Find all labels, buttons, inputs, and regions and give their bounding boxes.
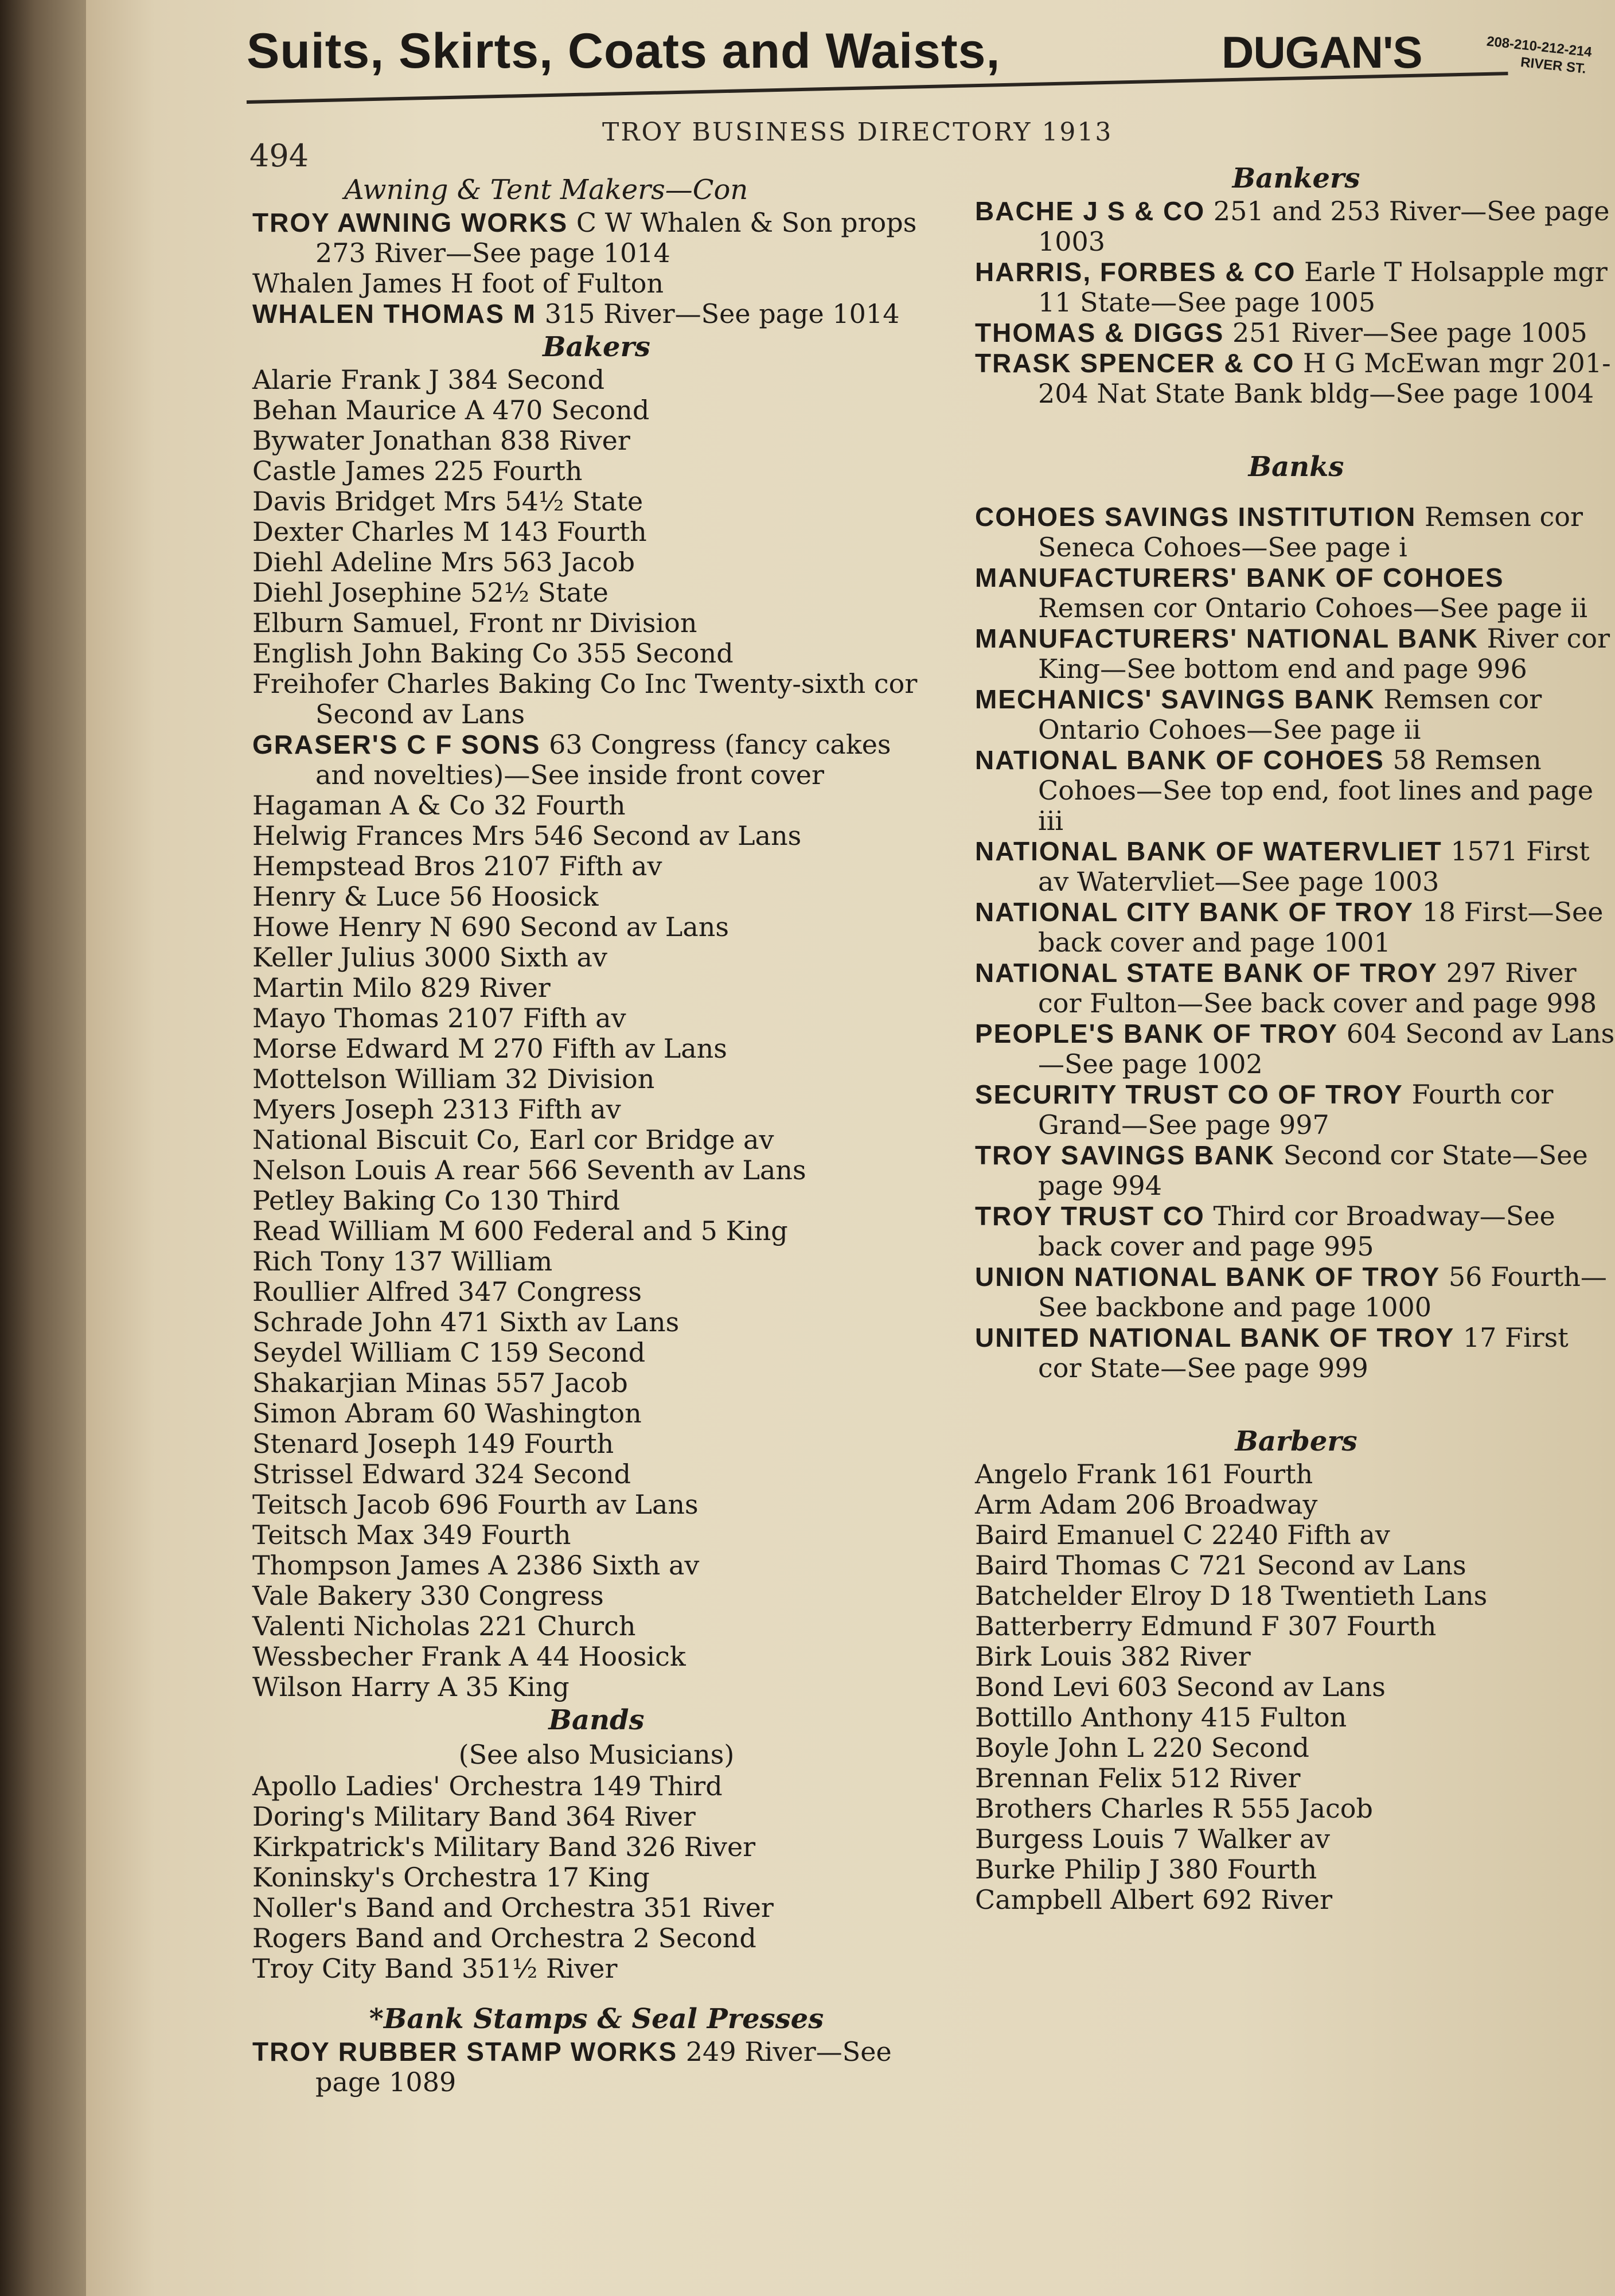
- entry-name: Brennan Felix: [975, 1763, 1162, 1794]
- directory-entry: [252, 517, 941, 547]
- entry-name: Castle James: [252, 455, 426, 486]
- entry-details: 221 Church: [478, 1611, 636, 1642]
- entry-details: 326 River: [625, 1831, 756, 1862]
- entry-details: 251 and 253 River—See page 1003: [1038, 196, 1610, 257]
- entry-details: 721 Second av Lans: [1198, 1550, 1466, 1581]
- directory-entry: [975, 1794, 1615, 1824]
- entry-details: 603 Second av Lans: [1117, 1671, 1386, 1702]
- entry-details: 351 River: [643, 1892, 774, 1923]
- section-spacer: [975, 485, 1615, 502]
- entry-name: Strissel Edward: [252, 1459, 466, 1490]
- directory-entry: [252, 208, 941, 268]
- entry-name: Martin Milo: [252, 972, 412, 1003]
- entry-details: 297 River cor Fulton—See back cover and page 998: [1038, 957, 1597, 1019]
- directory-entry: [252, 821, 941, 851]
- entry-details: 555 Jacob: [1240, 1793, 1373, 1824]
- entry-details: 829 River: [420, 972, 551, 1003]
- entry-name: Freihofer Charles Baking Co Inc: [252, 668, 687, 699]
- entry-details: 143 Fourth: [498, 516, 647, 547]
- entry-name: Noller's Band and Orchestra: [252, 1892, 635, 1923]
- directory-entry: [252, 1550, 941, 1581]
- entry-name: Bottillo Anthony: [975, 1702, 1193, 1733]
- directory-entry: [252, 1832, 941, 1862]
- directory-entry: [252, 1216, 941, 1246]
- directory-entry: [252, 1125, 941, 1155]
- entry-details: 2240 Fifth av: [1211, 1519, 1390, 1550]
- section-heading: Bands: [548, 1704, 645, 1736]
- entry-details: 347 Congress: [458, 1276, 642, 1307]
- entry-details: foot of Fulton: [482, 268, 664, 299]
- directory-entry: [975, 1459, 1615, 1490]
- entry-details: 690 Second av Lans: [461, 911, 730, 942]
- entry-details: 1571 First av Watervliet—See page 1003: [1038, 836, 1590, 897]
- entry-details: Remsen cor Ontario Cohoes—See page ii: [1038, 684, 1542, 745]
- entry-details: 7 Walker av: [1172, 1823, 1331, 1854]
- entry-name: Davis Bridget Mrs: [252, 486, 497, 517]
- entry-details: C W Whalen & Son props 273 River—See page 1014: [315, 207, 917, 268]
- directory-entry: [975, 623, 1615, 684]
- entry-details: 35 King: [465, 1671, 569, 1702]
- entry-details: 3000 Sixth av: [423, 942, 607, 973]
- directory-entry: [975, 1019, 1615, 1079]
- entry-details: 159 Second: [488, 1337, 646, 1368]
- directory-entry: [252, 2037, 941, 2098]
- section-note: (See also Musicians): [458, 1739, 735, 1770]
- entry-details: 58 Remsen Cohoes—See top end, foot lines and page iii: [1038, 744, 1594, 836]
- entry-name: Simon Abram: [252, 1398, 435, 1429]
- entry-name: NATIONAL CITY BANK OF TROY: [975, 897, 1414, 927]
- directory-entry: [975, 745, 1615, 836]
- entry-name: Doring's Military Band: [252, 1801, 557, 1832]
- directory-entry: [252, 1672, 941, 1702]
- directory-entry: [252, 1338, 941, 1368]
- entry-name: NATIONAL BANK OF COHOES: [975, 745, 1384, 775]
- directory-entry: [252, 1094, 941, 1125]
- entry-details: 52½ State: [470, 577, 608, 608]
- entry-name: Roullier Alfred: [252, 1276, 450, 1307]
- directory-entry: [975, 1262, 1615, 1323]
- entry-name: Howe Henry N: [252, 911, 452, 942]
- entry-name: TROY AWNING WORKS: [252, 208, 568, 237]
- directory-entry: [975, 1642, 1615, 1672]
- directory-entry: [252, 730, 941, 790]
- directory-entry: [975, 1079, 1615, 1140]
- entry-name: Burke Philip J: [975, 1854, 1160, 1885]
- directory-entry: [975, 1611, 1615, 1642]
- entry-details: 251 River—See page 1005: [1232, 317, 1587, 348]
- entry-details: 220 Second: [1152, 1732, 1309, 1763]
- entry-name: Teitsch Max: [252, 1519, 414, 1550]
- banner-brand: DUGAN'S: [1222, 27, 1422, 77]
- section-heading: *Bank Stamps & Seal Presses: [369, 2003, 824, 2035]
- entry-name: Birk Louis: [975, 1641, 1113, 1672]
- entry-details: 324 Second: [474, 1459, 631, 1490]
- entry-details: Remsen cor Seneca Cohoes—See page i: [1038, 501, 1583, 563]
- directory-entry: [252, 1802, 941, 1832]
- entry-details: 161 Fourth: [1164, 1459, 1313, 1490]
- entry-name: Whalen James H: [252, 268, 474, 299]
- directory-entry: [252, 1307, 941, 1338]
- directory-entry: [975, 1702, 1615, 1733]
- entry-details: 563 Jacob: [502, 547, 635, 578]
- directory-entry: [252, 1277, 941, 1307]
- entry-details: 838 River: [500, 425, 630, 456]
- entry-details: 546 Second av Lans: [533, 820, 802, 851]
- directory-entry: [252, 547, 941, 578]
- directory-entry: [252, 1368, 941, 1398]
- entry-details: 56 Hoosick: [448, 881, 599, 912]
- directory-entry: [252, 486, 941, 517]
- entry-name: Hagaman A & Co: [252, 790, 486, 821]
- directory-entry: [975, 348, 1615, 409]
- entry-name: Rogers Band and Orchestra: [252, 1923, 625, 1954]
- entry-details: 249 River—See page 1089: [315, 2036, 892, 2098]
- directory-entry: [975, 1323, 1615, 1383]
- entry-name: Morse Edward M: [252, 1033, 485, 1064]
- directory-entry: [252, 912, 941, 942]
- directory-entry: [252, 1186, 941, 1216]
- directory-entry: [252, 1520, 941, 1550]
- directory-entry: [252, 1246, 941, 1277]
- directory-entry: [252, 1429, 941, 1459]
- entry-details: 2107 Fifth av: [483, 851, 662, 882]
- entry-name: Angelo Frank: [975, 1459, 1156, 1490]
- section-spacer: [975, 1383, 1615, 1424]
- entry-name: Boyle John L: [975, 1732, 1144, 1763]
- entry-name: Rich Tony: [252, 1246, 384, 1277]
- directory-entry: [252, 638, 941, 669]
- entry-details: 696 Fourth av Lans: [438, 1489, 699, 1520]
- entry-name: PEOPLE'S BANK OF TROY: [975, 1019, 1339, 1048]
- entry-name: GRASER'S C F SONS: [252, 730, 541, 759]
- entry-details: Fourth cor Grand—See page 997: [1038, 1079, 1554, 1140]
- directory-entry: [975, 1581, 1615, 1611]
- directory-entry: [252, 268, 941, 299]
- directory-entry: [252, 1893, 941, 1923]
- section-heading: Bakers: [543, 331, 650, 363]
- left-column: [252, 172, 941, 2098]
- entry-details: 2386 Sixth av: [516, 1550, 700, 1581]
- entry-details: 137 William: [392, 1246, 553, 1277]
- entry-details: Twenty-sixth cor Second av Lans: [315, 668, 918, 730]
- directory-entry: [975, 563, 1615, 623]
- directory-entry: [975, 196, 1615, 257]
- entry-details: 18 Twentieth Lans: [1239, 1580, 1488, 1611]
- entry-name: THOMAS & DIGGS: [975, 318, 1224, 348]
- entry-name: Arm Adam: [975, 1489, 1117, 1520]
- entry-details: 380 Fourth: [1168, 1854, 1317, 1885]
- entry-details: Earl cor Bridge av: [529, 1124, 774, 1155]
- entry-details: 364 River: [565, 1801, 696, 1832]
- entry-details: Second cor State—See page 994: [1038, 1140, 1588, 1201]
- directory-entry: [252, 1642, 941, 1672]
- directory-entry: [252, 578, 941, 608]
- entry-name: Kirkpatrick's Military Band: [252, 1831, 617, 1862]
- entry-details: 471 Sixth av Lans: [440, 1307, 680, 1338]
- directory-entry: [975, 1733, 1615, 1763]
- entry-details: Third cor Broadway—See back cover and page 995: [1038, 1200, 1555, 1262]
- entry-details: 512 River: [1170, 1763, 1301, 1794]
- entry-details: 351½ River: [461, 1953, 618, 1984]
- directory-entry: [975, 1854, 1615, 1885]
- entry-details: 382 River: [1120, 1641, 1251, 1672]
- entry-name: Teitsch Jacob: [252, 1489, 430, 1520]
- entry-details: 130 Third: [489, 1185, 621, 1216]
- page-number: 494: [249, 138, 309, 174]
- entry-details: 270 Fifth av Lans: [493, 1033, 727, 1064]
- entry-name: Diehl Josephine: [252, 577, 462, 608]
- entry-details: 63 Congress (fancy cakes and novelties)—See inside front cover: [315, 729, 891, 790]
- directory-entry: [975, 1824, 1615, 1854]
- directory-entry: [975, 1140, 1615, 1201]
- entry-name: Nelson Louis A: [252, 1155, 454, 1186]
- directory-entry: [252, 395, 941, 426]
- entry-name: Read William M: [252, 1215, 466, 1246]
- entry-name: Shakarjian Minas: [252, 1367, 487, 1398]
- directory-entry: [975, 684, 1615, 745]
- entry-details: Earle T Holsapple mgr 11 State—See page 1005: [1038, 256, 1608, 318]
- directory-entry: [975, 1672, 1615, 1702]
- directory-entry: [252, 1862, 941, 1893]
- entry-name: Wilson Harry A: [252, 1671, 457, 1702]
- entry-name: HARRIS, FORBES & CO: [975, 257, 1296, 287]
- entry-name: Hempstead Bros: [252, 851, 475, 882]
- entry-name: Petley Baking Co: [252, 1185, 481, 1216]
- entry-name: MANUFACTURERS' BANK OF COHOES: [975, 563, 1504, 592]
- entry-name: TROY RUBBER STAMP WORKS: [252, 2037, 678, 2067]
- entry-name: NATIONAL STATE BANK OF TROY: [975, 958, 1438, 988]
- advertising-banner: [247, 17, 1593, 103]
- directory-entry: [252, 1923, 941, 1954]
- directory-entry: [975, 257, 1615, 318]
- entry-name: TRASK SPENCER & CO: [975, 348, 1295, 378]
- section-heading: Banks: [1248, 451, 1344, 483]
- directory-entry: [252, 1398, 941, 1429]
- entry-details: 307 Fourth: [1288, 1611, 1437, 1642]
- directory-entry: [975, 1201, 1615, 1262]
- section-spacer: [252, 1984, 941, 2001]
- directory-entry: [975, 318, 1615, 348]
- entry-name: Vale Bakery: [252, 1580, 412, 1611]
- entry-details: 17 King: [545, 1862, 650, 1893]
- directory-entry: [252, 1034, 941, 1064]
- entry-name: Bywater Jonathan: [252, 425, 492, 456]
- directory-entry: [252, 299, 941, 329]
- directory-entry: [252, 1459, 941, 1490]
- directory-entry: [252, 426, 941, 456]
- entry-details: 149 Fourth: [465, 1428, 614, 1459]
- entry-details: 54½ State: [505, 486, 643, 517]
- entry-name: Wessbecher Frank A: [252, 1641, 528, 1672]
- entry-details: 32 Division: [505, 1063, 655, 1094]
- directory-entry: [975, 1490, 1615, 1520]
- directory-entry: [975, 897, 1615, 958]
- directory-entry: [252, 456, 941, 486]
- entry-details: 384 Second: [447, 364, 605, 395]
- entry-name: Valenti Nicholas: [252, 1611, 470, 1642]
- entry-details: 604 Second av Lans—See page 1002: [1038, 1018, 1615, 1079]
- section-spacer: [975, 409, 1615, 449]
- entry-details: 315 River—See page 1014: [544, 298, 900, 329]
- entry-name: National Biscuit Co,: [252, 1124, 521, 1155]
- entry-name: Campbell Albert: [975, 1884, 1194, 1915]
- directory-entry: [252, 608, 941, 638]
- entry-details: 2313 Fifth av: [442, 1094, 621, 1125]
- entry-details: 470 Second: [492, 395, 650, 426]
- directory-entry: [252, 882, 941, 912]
- directory-entry: [252, 1064, 941, 1094]
- entry-name: Mottelson William: [252, 1063, 497, 1094]
- entry-details: rear 566 Seventh av Lans: [462, 1155, 806, 1186]
- entry-name: TROY TRUST CO: [975, 1201, 1205, 1231]
- entry-name: TROY SAVINGS BANK: [975, 1140, 1275, 1170]
- right-column: [975, 161, 1615, 1915]
- entry-name: Thompson James A: [252, 1550, 508, 1581]
- entry-name: COHOES SAVINGS INSTITUTION: [975, 502, 1417, 532]
- entry-details: 44 Hoosick: [536, 1641, 686, 1672]
- directory-entry: [975, 836, 1615, 897]
- entry-details: 32 Fourth: [493, 790, 626, 821]
- book-spine-edge: [0, 0, 86, 2296]
- entry-name: Baird Thomas C: [975, 1550, 1190, 1581]
- entry-name: UNITED NATIONAL BANK OF TROY: [975, 1323, 1455, 1352]
- directory-entry: [252, 1771, 941, 1802]
- entry-details: River cor King—See bottom end and page 996: [1038, 623, 1610, 684]
- entry-name: NATIONAL BANK OF WATERVLIET: [975, 836, 1442, 866]
- entry-name: Elburn Samuel,: [252, 607, 461, 638]
- entry-name: Dexter Charles M: [252, 516, 490, 547]
- directory-entry: [252, 790, 941, 821]
- entry-details: 600 Federal and 5 King: [474, 1215, 788, 1246]
- entry-name: Stenard Joseph: [252, 1428, 457, 1459]
- directory-entry: [252, 669, 941, 730]
- entry-details: 2 Second: [633, 1923, 756, 1954]
- entry-details: 206 Broadway: [1125, 1489, 1318, 1520]
- banner-slogan: Suits, Skirts, Coats and Waists,: [247, 24, 1001, 79]
- section-heading: Awning & Tent Makers—Con: [344, 174, 748, 206]
- directory-entry: [252, 1581, 941, 1611]
- entry-name: Apollo Ladies' Orchestra: [252, 1771, 583, 1802]
- entry-details: 17 First cor State—See page 999: [1038, 1322, 1569, 1383]
- directory-entry: [252, 1490, 941, 1520]
- entry-name: Schrade John: [252, 1307, 432, 1338]
- entry-name: Keller Julius: [252, 942, 416, 973]
- directory-entry: [252, 1155, 941, 1186]
- directory-entry: [975, 502, 1615, 563]
- entry-details: 149 Third: [591, 1771, 723, 1802]
- entry-name: Bond Levi: [975, 1671, 1109, 1702]
- entry-details: 60 Washington: [443, 1398, 642, 1429]
- entry-details: 415 Fulton: [1200, 1702, 1347, 1733]
- entry-name: UNION NATIONAL BANK OF TROY: [975, 1262, 1441, 1292]
- directory-entry: [252, 1611, 941, 1642]
- directory-entry: [975, 1763, 1615, 1794]
- entry-details: 692 River: [1202, 1884, 1333, 1915]
- directory-page: [86, 0, 1615, 2296]
- entry-name: Helwig Frances Mrs: [252, 820, 525, 851]
- entry-details: 355 Second: [576, 638, 734, 669]
- entry-details: 330 Congress: [419, 1580, 604, 1611]
- entry-details: H G McEwan mgr 201-204 Nat State Bank bldg—See page 1004: [1038, 348, 1611, 409]
- entry-name: Troy City Band: [252, 1953, 454, 1984]
- entry-details: 2107 Fifth av: [447, 1003, 626, 1034]
- entry-name: English John Baking Co: [252, 638, 568, 669]
- directory-entry: [975, 1550, 1615, 1581]
- directory-entry: [975, 1885, 1615, 1915]
- entry-details: 56 Fourth—See backbone and page 1000: [1038, 1261, 1607, 1323]
- entry-details: 225 Fourth: [434, 455, 583, 486]
- entry-details: Front nr Division: [468, 607, 697, 638]
- entry-details: Remsen cor Ontario Cohoes—See page ii: [1038, 592, 1588, 623]
- entry-name: BACHE J S & CO: [975, 196, 1206, 226]
- entry-name: Diehl Adeline Mrs: [252, 547, 494, 578]
- entry-name: Alarie Frank J: [252, 364, 439, 395]
- section-heading: Bankers: [1232, 162, 1360, 194]
- entry-name: Mayo Thomas: [252, 1003, 439, 1034]
- entry-name: Henry & Luce: [252, 881, 441, 912]
- entry-name: MANUFACTURERS' NATIONAL BANK: [975, 623, 1479, 653]
- banner-address-line1: 208-210-212-214: [1485, 33, 1593, 60]
- entry-name: SECURITY TRUST CO OF TROY: [975, 1079, 1403, 1109]
- entry-name: Brothers Charles R: [975, 1793, 1232, 1824]
- entry-name: Seydel William C: [252, 1337, 480, 1368]
- directory-entry: [252, 1003, 941, 1034]
- entry-name: Myers Joseph: [252, 1094, 434, 1125]
- entry-name: Baird Emanuel C: [975, 1519, 1203, 1550]
- entry-name: Batchelder Elroy D: [975, 1580, 1231, 1611]
- directory-entry: [252, 365, 941, 395]
- entry-details: 557 Jacob: [495, 1367, 628, 1398]
- entry-details: 349 Fourth: [422, 1519, 571, 1550]
- running-title: TROY BUSINESS DIRECTORY 1913: [602, 118, 1113, 147]
- directory-entry: [252, 1954, 941, 1984]
- entry-name: Behan Maurice A: [252, 395, 485, 426]
- directory-entry: [252, 942, 941, 973]
- entry-name: Burgess Louis: [975, 1823, 1165, 1854]
- directory-entry: [975, 1520, 1615, 1550]
- entry-details: 18 First—See back cover and page 1001: [1038, 896, 1604, 958]
- entry-name: Batterberry Edmund F: [975, 1611, 1279, 1642]
- entry-name: MECHANICS' SAVINGS BANK: [975, 684, 1375, 714]
- section-heading: Barbers: [1235, 1425, 1357, 1457]
- directory-entry: [252, 851, 941, 882]
- directory-entry: [975, 958, 1615, 1019]
- directory-entry: [252, 973, 941, 1003]
- entry-name: Koninsky's Orchestra: [252, 1862, 537, 1893]
- banner-address-line2: RIVER ST.: [1520, 54, 1587, 77]
- entry-name: WHALEN THOMAS M: [252, 299, 537, 329]
